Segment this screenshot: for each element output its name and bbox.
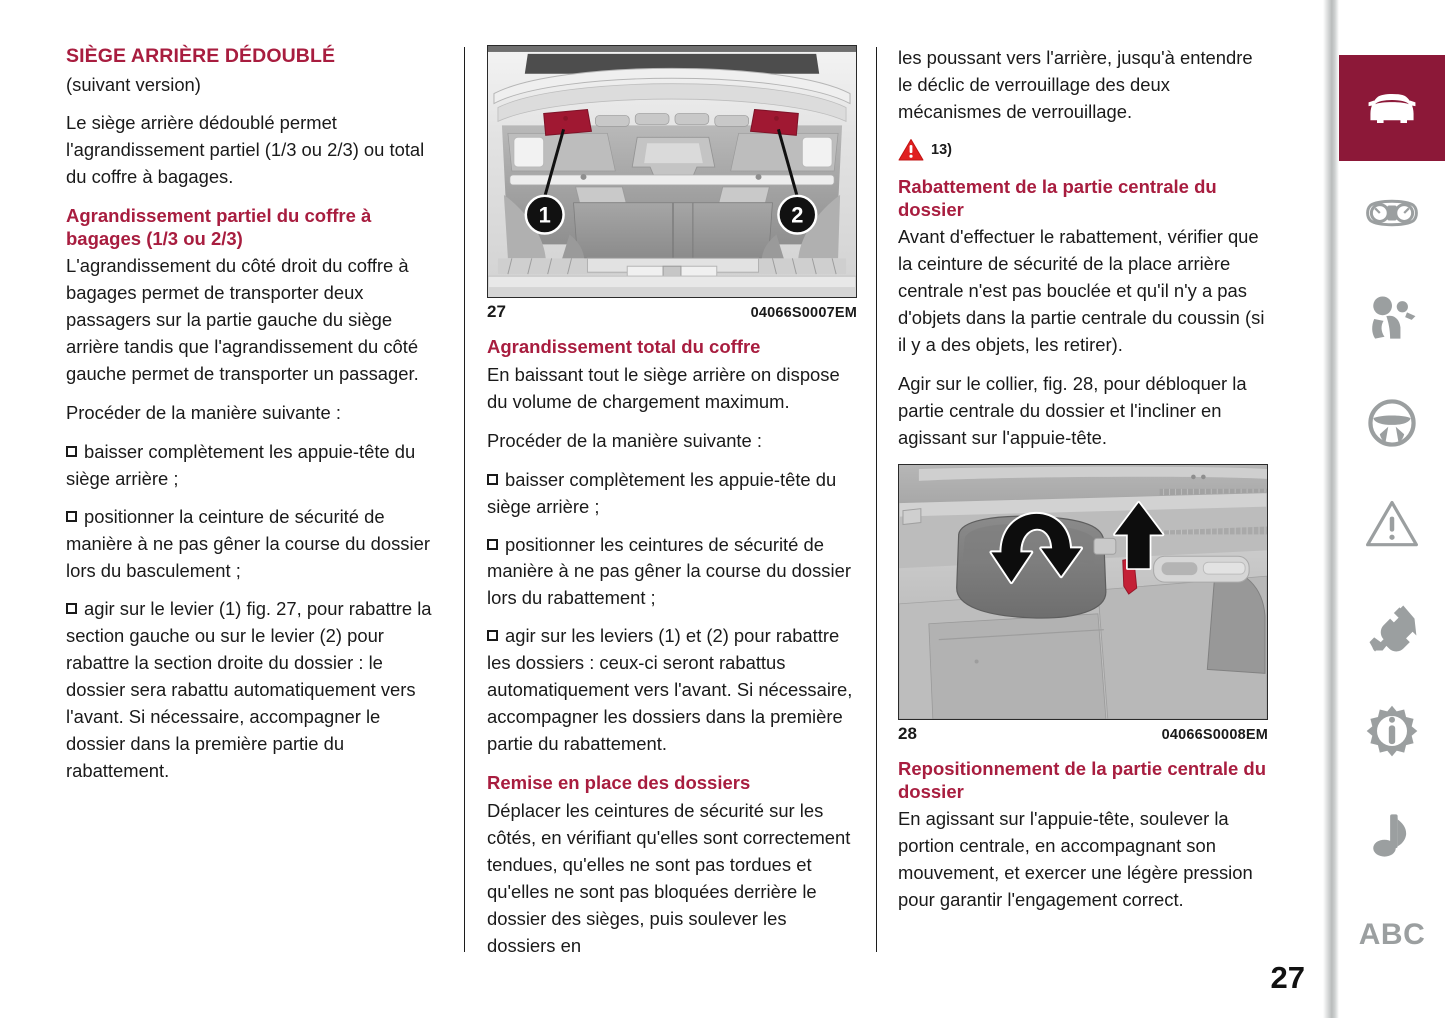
figure-27-caption [487,302,857,322]
car-icon [1362,78,1422,138]
middle-column [487,45,857,960]
steering-wheel-icon [1362,393,1422,453]
bullet-square-icon [66,446,77,457]
bullet-square-icon [66,511,77,522]
music-note-icon [1362,805,1422,865]
paragraph-continued: les poussant vers l'arrière, jusqu'à entendre le déclic de verrouillage des deux mécanismes de verrouillage. [898,47,1253,122]
list-item [66,504,442,585]
right-column [898,45,1268,914]
list-item-label: agir sur le levier (1) fig. 27, pour rabattre la section gauche ou sur le levier (2) pour rabattre la section droite du dossier : le dossier sera rabattu automatiquement vers l'avant. Si nécessaire, accompagner le dossier dans la première partie du rabattement. [66,597,432,781]
column-divider-1 [464,47,465,952]
sidebar-item-driving[interactable] [1339,370,1445,476]
dashboard-icon [1362,183,1422,243]
subsection-title-center-repositioning: Repositionnement de la partie centrale du dossier [898,757,1267,802]
subsection-title-partial-enlargement: Agrandissement partiel du coffre à bagages (1/3 ou 2/3) [66,204,372,249]
sidebar-item-car[interactable] [1339,55,1445,161]
center-seatback-illustration [899,465,1267,719]
procedure-list-left [66,439,442,784]
paragraph-total-enlargement: En baissant tout le siège arrière on dispose du volume de chargement maximum. [487,363,840,412]
page-title: SIÈGE ARRIÈRE DÉDOUBLÉ [66,45,336,67]
paragraph-procedure-intro: Procéder de la manière suivante : [66,402,341,424]
list-item-label: positionner les ceintures de sécurité de manière à ne pas gêner la course du dossier lors du rabattement ; [487,533,851,609]
bullet-square-icon [487,630,498,641]
warning-triangle-icon [1362,495,1422,555]
airbag-icon [1362,288,1422,348]
bullet-square-icon [487,474,498,485]
procedure-list-middle [487,467,857,759]
list-item [66,439,442,493]
paragraph-seatback-reset: Déplacer les ceintures de sécurité sur les côtés, en vérifiant qu'elles sont correctement tendues, qu'elles ne sont pas tordues et qu'elles ne sont pas bloquées derrière le dossier des sièges, puis soulever les dossiers en [487,799,851,956]
paragraph-center-folding-check: Avant d'effectuer le rabattement, vérifier que la ceinture de sécurité de la place arrière centrale n'est pas bouclée et qu'il n'y a pas d'objets dans la partie centrale du coussin (si il y a des objets, les retirer). [898,226,1265,356]
list-item-label: baisser complètement les appuie-tête du siège arrière ; [487,468,837,517]
bullet-square-icon [66,603,77,614]
sidebar-item-technical[interactable] [1339,678,1445,784]
gear-info-icon [1362,701,1422,761]
figure-27-image [487,45,857,298]
list-item [487,532,857,613]
sidebar-item-dashboard[interactable] [1339,160,1445,266]
sidebar-item-maintenance[interactable] [1339,575,1445,681]
sidebar-item-emergency[interactable] [1339,472,1445,578]
figure-number: 27 [487,302,506,321]
warning-triangle-icon [898,138,924,162]
trunk-illustration [488,46,856,297]
sidebar-edge-shadow [1323,0,1339,1018]
lever-1-highlight [544,109,592,135]
figure-code: 04066S0008EM [1161,726,1268,743]
warning-reference-number: 13) [931,141,952,158]
column-divider-2 [876,47,877,952]
subsection-title-total-enlargement: Agrandissement total du coffre [487,336,761,357]
figure-28-image [898,464,1268,720]
figure-code: 04066S0007EM [750,305,857,321]
warning-reference-line [898,138,1268,162]
sidebar-item-multimedia[interactable] [1339,782,1445,888]
figure-28-caption [898,724,1268,744]
figure-27 [487,45,857,322]
page-number: 27 [1270,960,1305,995]
list-item-label: baisser complètement les appuie-tête du siège arrière ; [66,441,416,489]
list-item-label: positionner la ceinture de sécurité de manière à ne pas gêner la course du dossier lors du basculement ; [66,505,430,581]
sidebar-item-index[interactable] [1339,882,1445,988]
list-item [66,596,442,785]
subsection-title-center-folding: Rabattement de la partie centrale du dossier [898,175,1217,220]
figure-number: 28 [898,723,917,743]
figure-27-callout-1: 1 [538,202,551,228]
left-column [66,45,442,795]
chapter-sidebar [1323,0,1445,1018]
sidebar-item-safety[interactable] [1339,265,1445,371]
intro-paragraph: Le siège arrière dédoublé permet l'agrandissement partiel (1/3 ou 2/3) ou total du coffre à bagages. [66,111,425,187]
list-item [487,623,857,758]
paragraph-center-folding-action: Agir sur le collier, fig. 28, pour débloquer la partie centrale du dossier et l'incliner en agissant sur l'appuie-tête. [898,373,1247,449]
lever-2-highlight [751,109,799,135]
list-item [487,467,857,521]
abc-icon: ABC [1358,918,1426,951]
subsection-title-seatback-reset: Remise en place des dossiers [487,772,751,794]
figure-28 [898,464,1268,744]
wrench-icon [1362,598,1422,658]
list-item-label: agir sur les leviers (1) et (2) pour rabattre les dossiers : ceux-ci seront rabattus automatiquement vers l'avant. Si nécessaire, accompagner les dossiers dans la première partie du rabattement. [487,625,853,755]
figure-27-callout-2: 2 [791,202,804,228]
paragraph-procedure-intro-mid: Procéder de la manière suivante : [487,429,762,451]
paragraph-center-repositioning: En agissant sur l'appuie-tête, soulever la portion centrale, en accompagnant son mouvement, et exercer une légère pression pour garantir l'engagement correct. [898,808,1253,911]
paragraph-partial-enlargement: L'agrandissement du côté droit du coffre à bagages permet de transporter deux passagers sur la partie gauche du siège arrière tandis que l'agrandissement du côté gauche permet de transporter un passager. [66,255,419,385]
bullet-square-icon [487,539,498,550]
version-note: (suivant version) [66,74,201,95]
